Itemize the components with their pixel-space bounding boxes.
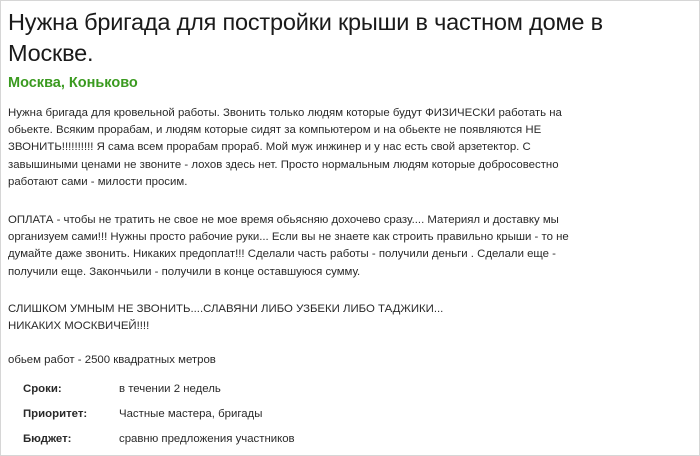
detail-label-priority: Приоритет:: [23, 408, 88, 420]
description-paragraph-2: ОПЛАТА - чтобы не тратить не свое не мое время обьясняю дохочево сразу.... Материял и доставку мы организуем сами!!! Нужны просто рабочие руки... Если вы не знаете как строить правильно крыши - то не думайте даже звонить. Никаких предоплат!!! Сделали часть работы - получили деньги . Сделали еще - получили еще. Закончьили - получили в конце оставшуюся сумму.: [8, 214, 569, 278]
description-paragraph-1: Нужна бригада для кровельной работы. Звонить только людям которые будут ФИЗИЧЕСКИ работать на обьекте. Всяким прорабам, и людям которые сидят за компьютером и на обьекте не появляются НЕ ЗВОНИТЬ!!!!!!!!!! Я сама всем прорабам прораб. Мой муж инжинер и у нас есть свой арзетектор. С завышиными ценами не звоните - лохов здесь нет. Просто нормальным людям которые добросовестно работают сами - милости просим.: [8, 107, 562, 188]
detail-value-priority: Частные мастера, бригады: [119, 408, 263, 420]
listing-location[interactable]: Москва, Коньково: [8, 75, 138, 91]
detail-value-budget: сравню предложения участников: [119, 433, 295, 445]
detail-label-deadline: Сроки:: [23, 383, 62, 395]
listing-title: Нужна бригада для постройки крыши в частном доме в Москве.: [8, 9, 603, 66]
description-paragraph-3: СЛИШКОМ УМНЫМ НЕ ЗВОНИТЬ....СЛАВЯНИ ЛИБО УЗБЕКИ ЛИБО ТАДЖИКИ... НИКАКИХ МОСКВИЧЕЙ!!!!: [8, 303, 444, 333]
detail-label-budget: Бюджет:: [23, 433, 72, 445]
detail-value-deadline: в течении 2 недель: [119, 383, 221, 395]
work-volume-text: обьем работ - 2500 квадратных метров: [8, 354, 216, 366]
